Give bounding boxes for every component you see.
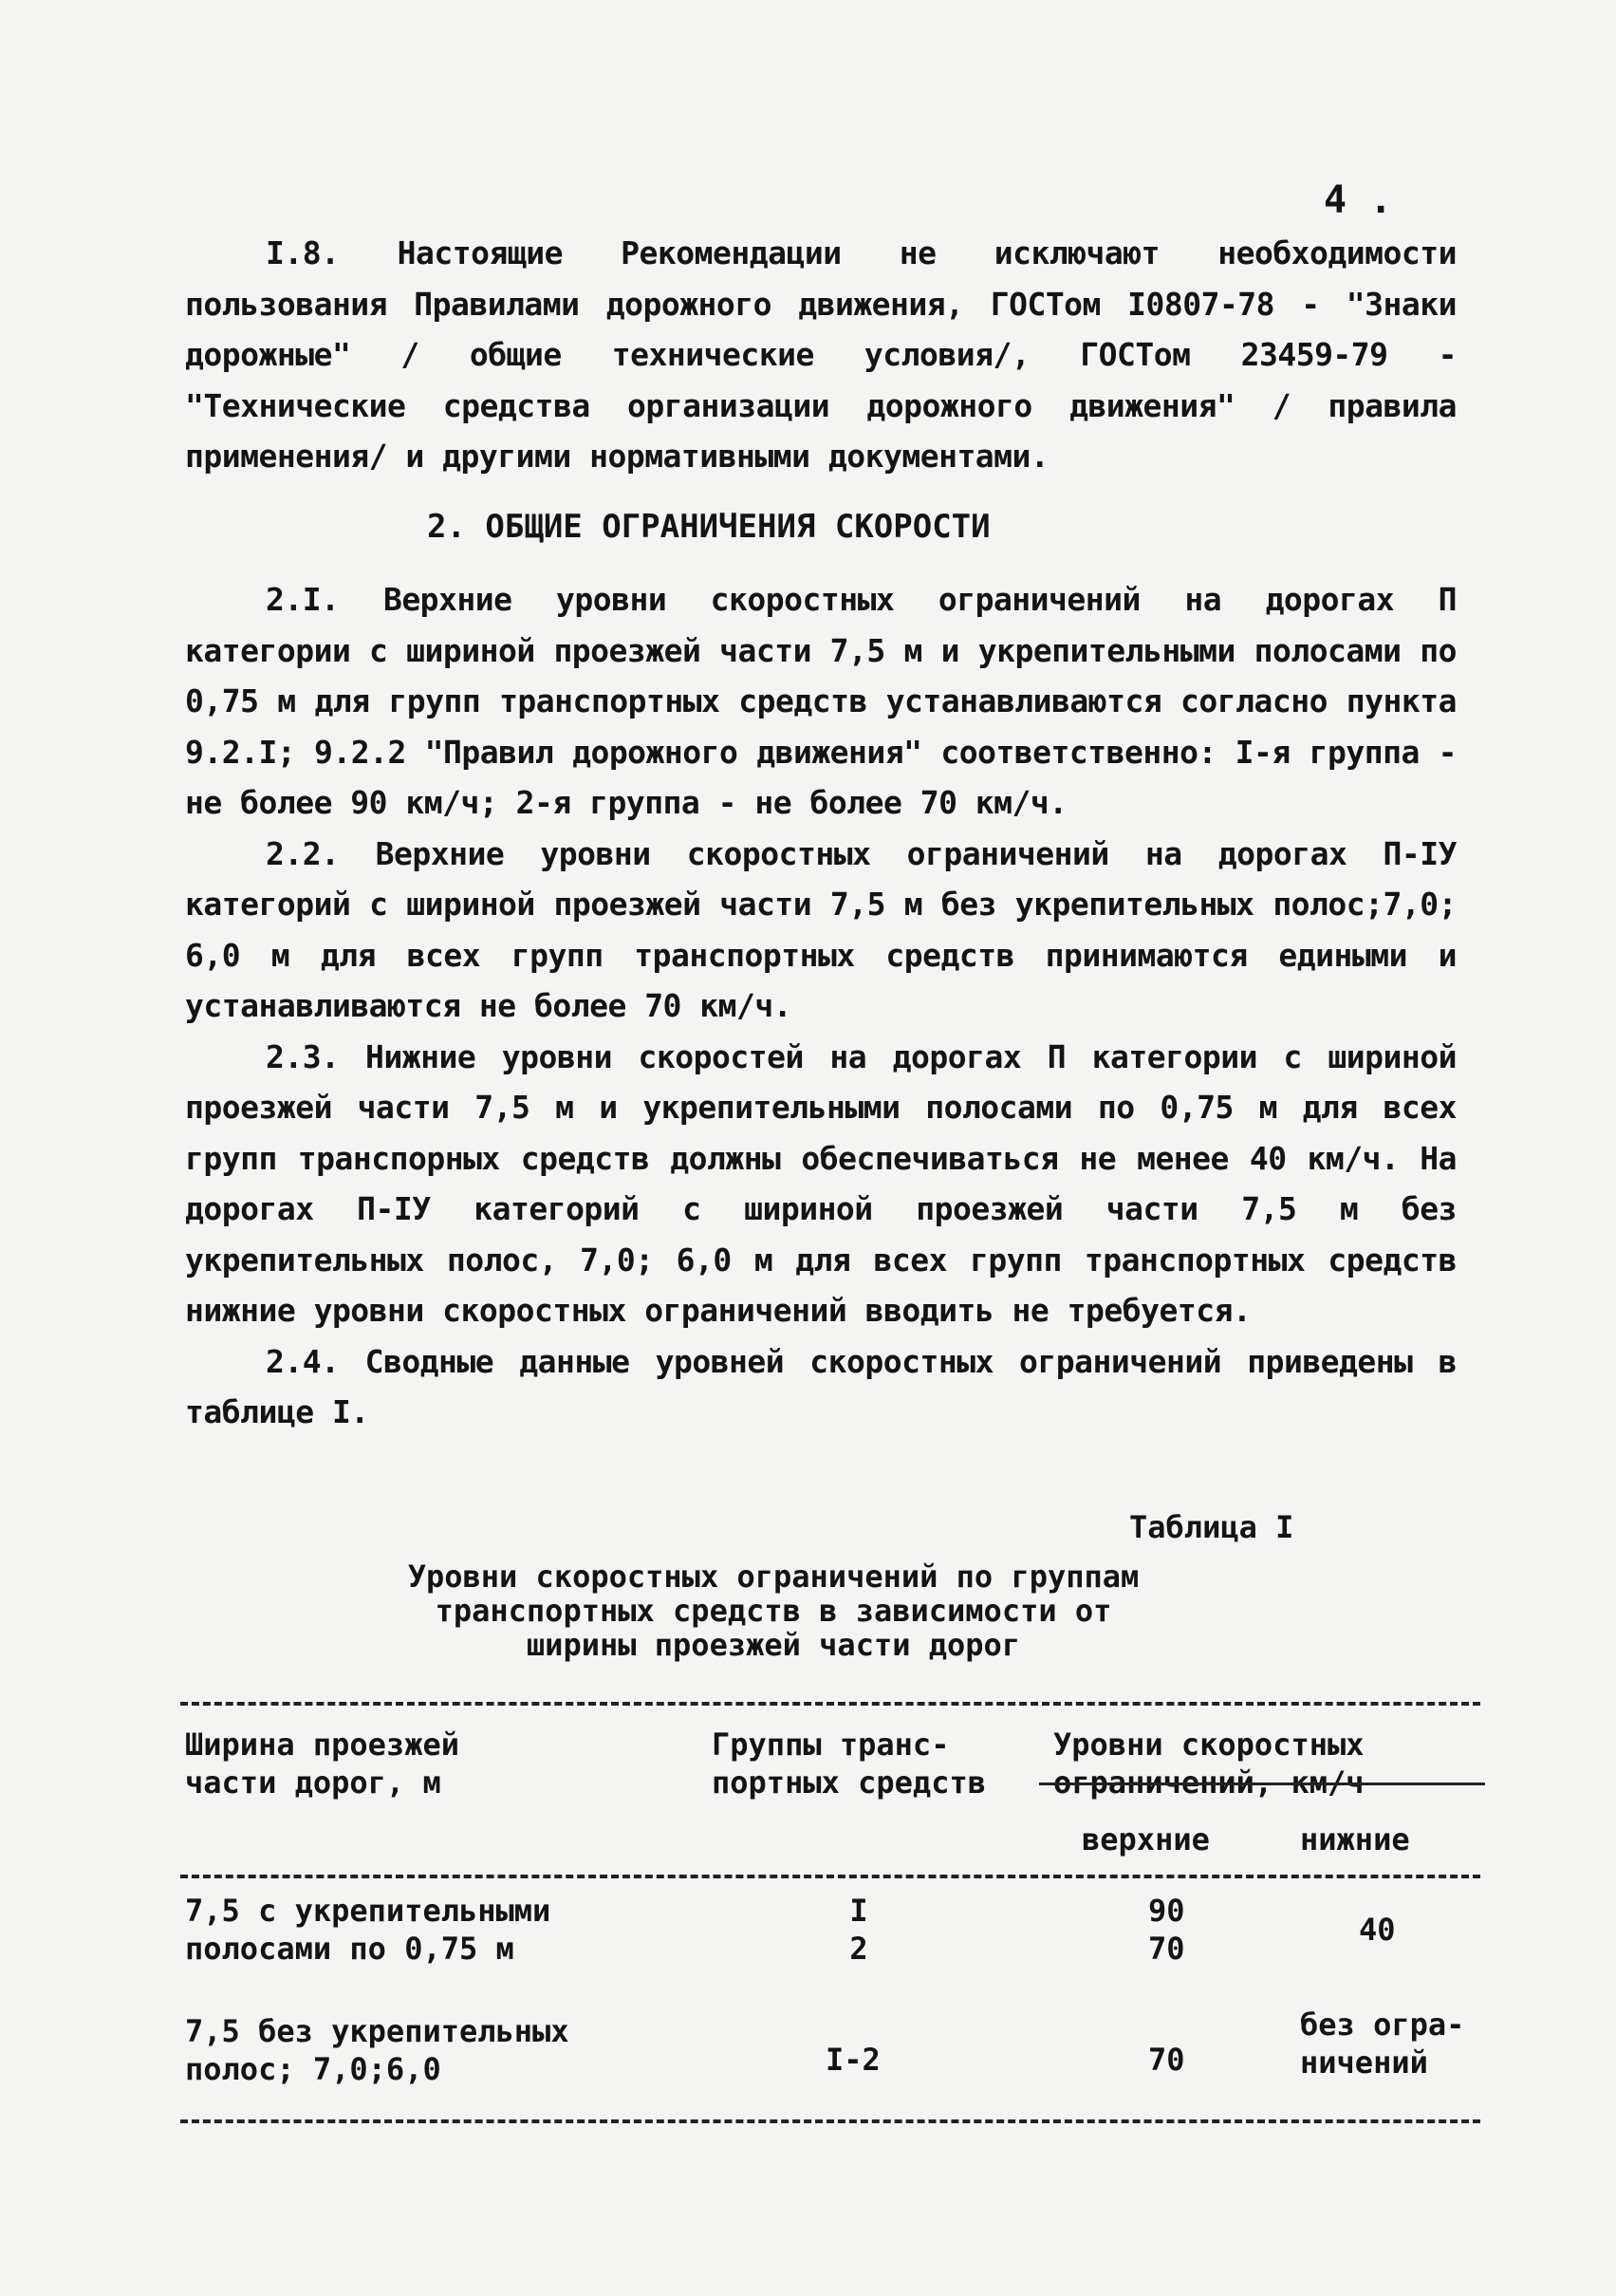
table-caption-line-3: ширины проезжей части дорог: [526, 1627, 1021, 1663]
section-2-body: [185, 574, 1457, 1438]
header-lower: нижние: [1300, 1821, 1410, 1857]
row2-width-line-2: полос; 7,0;6,0: [185, 2051, 441, 2087]
row2-group: I-2: [826, 2042, 881, 2078]
header-groups: [712, 1726, 986, 1801]
row1-width: [185, 1892, 550, 1968]
header-levels: [1053, 1726, 1365, 1801]
row1-width-line-2: полосами по 0,75 м: [185, 1931, 514, 1967]
header-upper: верхние: [1082, 1821, 1210, 1857]
header-levels-line-1: Уровни скоростных: [1053, 1727, 1365, 1763]
table-caption-line-1: Уровни скоростных ограничений по группам: [407, 1559, 1140, 1595]
table-caption-line-2: транспортных средств в зависимости от: [435, 1593, 1112, 1629]
paragraph-2-3: 2.3. Нижние уровни скоростей на дорогах П категории с шириной проезжей части 7,5 м и укрепительными полосами по 0,75 м для всех групп транспорных средств должны обеспечиваться не менее 40 км/ч. На дорогах П-IУ категорий с шириной проезжей части 7,5 м без укрепительных полос, 7,0; 6,0 м для всех групп транспортных средств нижние уровни скоростных ограничений вводить не требуется.: [185, 1037, 1457, 1329]
header-levels-underline: [1039, 1783, 1485, 1785]
row1-upper-1: 90: [1148, 1893, 1185, 1929]
page-number: 4 .: [1324, 178, 1393, 222]
row1-width-line-1: 7,5 с укрепительными: [185, 1893, 551, 1929]
row1-group-1: I: [849, 1893, 868, 1929]
row1-group-2: 2: [849, 1931, 868, 1967]
row1-upper: [1148, 1892, 1185, 1968]
header-width: [185, 1726, 459, 1801]
table-label: Таблица I: [1129, 1509, 1294, 1545]
row1-lower: 40: [1359, 1912, 1396, 1948]
section-title: 2. ОБЩИЕ ОГРАНИЧЕНИЯ СКОРОСТИ: [427, 508, 991, 546]
row2-width: [185, 2012, 569, 2088]
paragraph-2-2: 2.2. Верхние уровни скоростных ограничений на дорогах П-IУ категорий с шириной проезжей части 7,5 м без укрепительных полос;7,0; 6,0 м для всех групп транспортных средств принимаются едиными и устанавливаются не более 70 км/ч.: [185, 834, 1457, 1024]
header-groups-line-2: портных средств: [712, 1764, 986, 1801]
header-rule: [180, 1875, 1480, 1878]
row1-groups: [845, 1892, 873, 1968]
clause-1-8: [185, 228, 1457, 482]
row2-lower-line-1: без огра-: [1300, 2007, 1465, 2043]
paragraph-2-4: 2.4. Сводные данные уровней скоростных ограничений приведены в таблице I.: [185, 1342, 1457, 1430]
table-caption: [361, 1559, 1186, 1662]
table-top-rule: [180, 1702, 1480, 1706]
row2-lower: [1300, 2006, 1464, 2081]
header-width-line-1: Ширина проезжей: [185, 1727, 459, 1763]
header-levels-line-2: ограничений, км/ч: [1053, 1764, 1365, 1801]
row2-width-line-1: 7,5 без укрепительных: [185, 2013, 569, 2049]
row1-upper-2: 70: [1148, 1931, 1185, 1967]
paragraph-1-8: I.8. Настоящие Рекомендации не исключают необходимости пользования Правилами дорожного движения, ГОСТом I0807-78 - "Знаки дорожные" / общие технические условия/, ГОСТом 23459-79 - "Технические средства организации дорожного движения" / правила применения/ и другими нормативными документами.: [185, 234, 1457, 475]
row2-upper: 70: [1148, 2042, 1185, 2078]
paragraph-2-1: 2.I. Верхние уровни скоростных ограничений на дорогах П категории с шириной проезжей части 7,5 м и укрепительными полосами по 0,75 м для групп транспортных средств устанавливаются согласно пункта 9.2.I; 9.2.2 "Правил дорожного движения" соответственно: I-я группа - не более 90 км/ч; 2-я группа - не более 70 км/ч.: [185, 581, 1457, 821]
row2-lower-line-2: ничений: [1300, 2044, 1428, 2081]
header-width-line-2: части дорог, м: [185, 1764, 441, 1801]
header-groups-line-1: Группы транс-: [712, 1727, 950, 1763]
table-bottom-rule: [180, 2119, 1480, 2123]
